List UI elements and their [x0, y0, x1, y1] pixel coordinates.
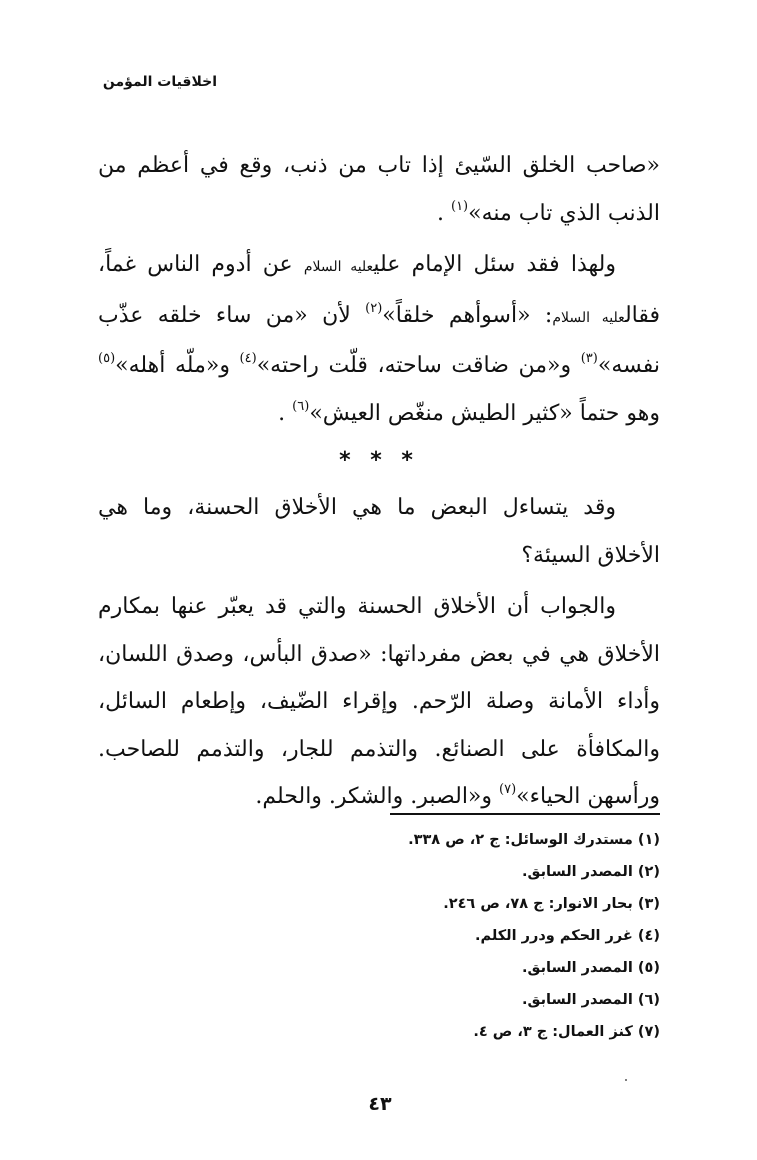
footnote-6: (٦) المصدر السابق.	[521, 992, 660, 1008]
footnote-ref-4: (٤)	[239, 351, 257, 366]
paragraph-1-end: .	[436, 200, 444, 226]
footnote-ref-3: (٣)	[580, 351, 598, 366]
paragraph-2-part-5: و«من ضاقت ساحته، قلّت راحته»	[256, 353, 572, 378]
paragraph-2-part-4: لأن «من ساء خلقه عذّب نفسه»	[98, 302, 660, 378]
main-text	[98, 142, 660, 821]
paragraph-2	[98, 241, 660, 437]
paragraph-2-part-3: : «أسوأهم خلقاً»	[382, 302, 553, 328]
footnote-3: (٣) بحار الانوار: ج ٧٨، ص ٢٤٦.	[443, 896, 660, 912]
paragraph-2-part-7: وهو حتماً «كثير الطيش منغّص العيش»	[309, 400, 660, 426]
footnote-ref-2: (٢)	[365, 300, 383, 316]
footnote-divider	[390, 813, 660, 815]
footnote-ref-6: (٦)	[292, 398, 310, 414]
paragraph-4	[98, 583, 660, 821]
footnote-2: (٢) المصدر السابق.	[521, 864, 660, 880]
honorific-2: عليه السلام	[552, 309, 625, 326]
paragraph-4-part-2: و«الصبر. والشكر. والحلم.	[255, 784, 493, 809]
paragraph-1-text: «صاحب الخلق السّيئ إذا تاب من ذنب، وقع في أعظم من الذنب الذي تاب منه»	[98, 153, 660, 226]
footnote-1: (١) مستدرك الوسائل: ج ٢، ص ٣٣٨.	[408, 832, 660, 848]
footnotes	[300, 824, 660, 1048]
paragraph-4-part-1: والجواب أن الأخلاق الحسنة والتي قد يعبّر عنها بمكارم الأخلاق هي في بعض مفرداتها: «صدق البأس، وصدق اللسان، وأداء الأمانة وصلة الرّحم. وإقراء الضّيف، وإطعام السائل، والمكافأة على الصنائع. والتذمم للجار، والتذمم للصاحب. ورأسهن الحياء»	[98, 594, 660, 809]
paragraph-1	[98, 142, 660, 237]
footnote-4: (٤) غرر الحكم ودرر الكلم.	[474, 928, 660, 944]
footnote-ref-5: (٥)	[98, 351, 116, 366]
paragraph-2-end: .	[278, 400, 286, 426]
footnote-7: (٧) كنز العمال: ج ٣، ص ٤.	[473, 1024, 660, 1040]
running-header: اخلاقيات المؤمن	[102, 74, 217, 90]
section-separator: * * *	[339, 448, 419, 473]
page-number: ٤٣	[368, 1093, 392, 1115]
footnote-5: (٥) المصدر السابق.	[521, 960, 660, 976]
paragraph-3: وقد يتساءل البعض ما هي الأخلاق الحسنة، وما هي الأخلاق السيئة؟	[98, 495, 660, 568]
scan-speck	[625, 1079, 627, 1081]
footnote-ref-1: (١)	[450, 198, 469, 214]
footnote-ref-7: (٧)	[499, 782, 517, 797]
paragraph-2-part-6: و«ملّه أهله»	[115, 353, 230, 378]
honorific-1: عليه السلام	[303, 259, 374, 275]
paragraph-2-part-2: عن أدوم الناس غماً، فقال	[98, 252, 660, 328]
paragraph-2-part-1: ولهذا فقد سئل الإمام علي	[373, 252, 616, 277]
